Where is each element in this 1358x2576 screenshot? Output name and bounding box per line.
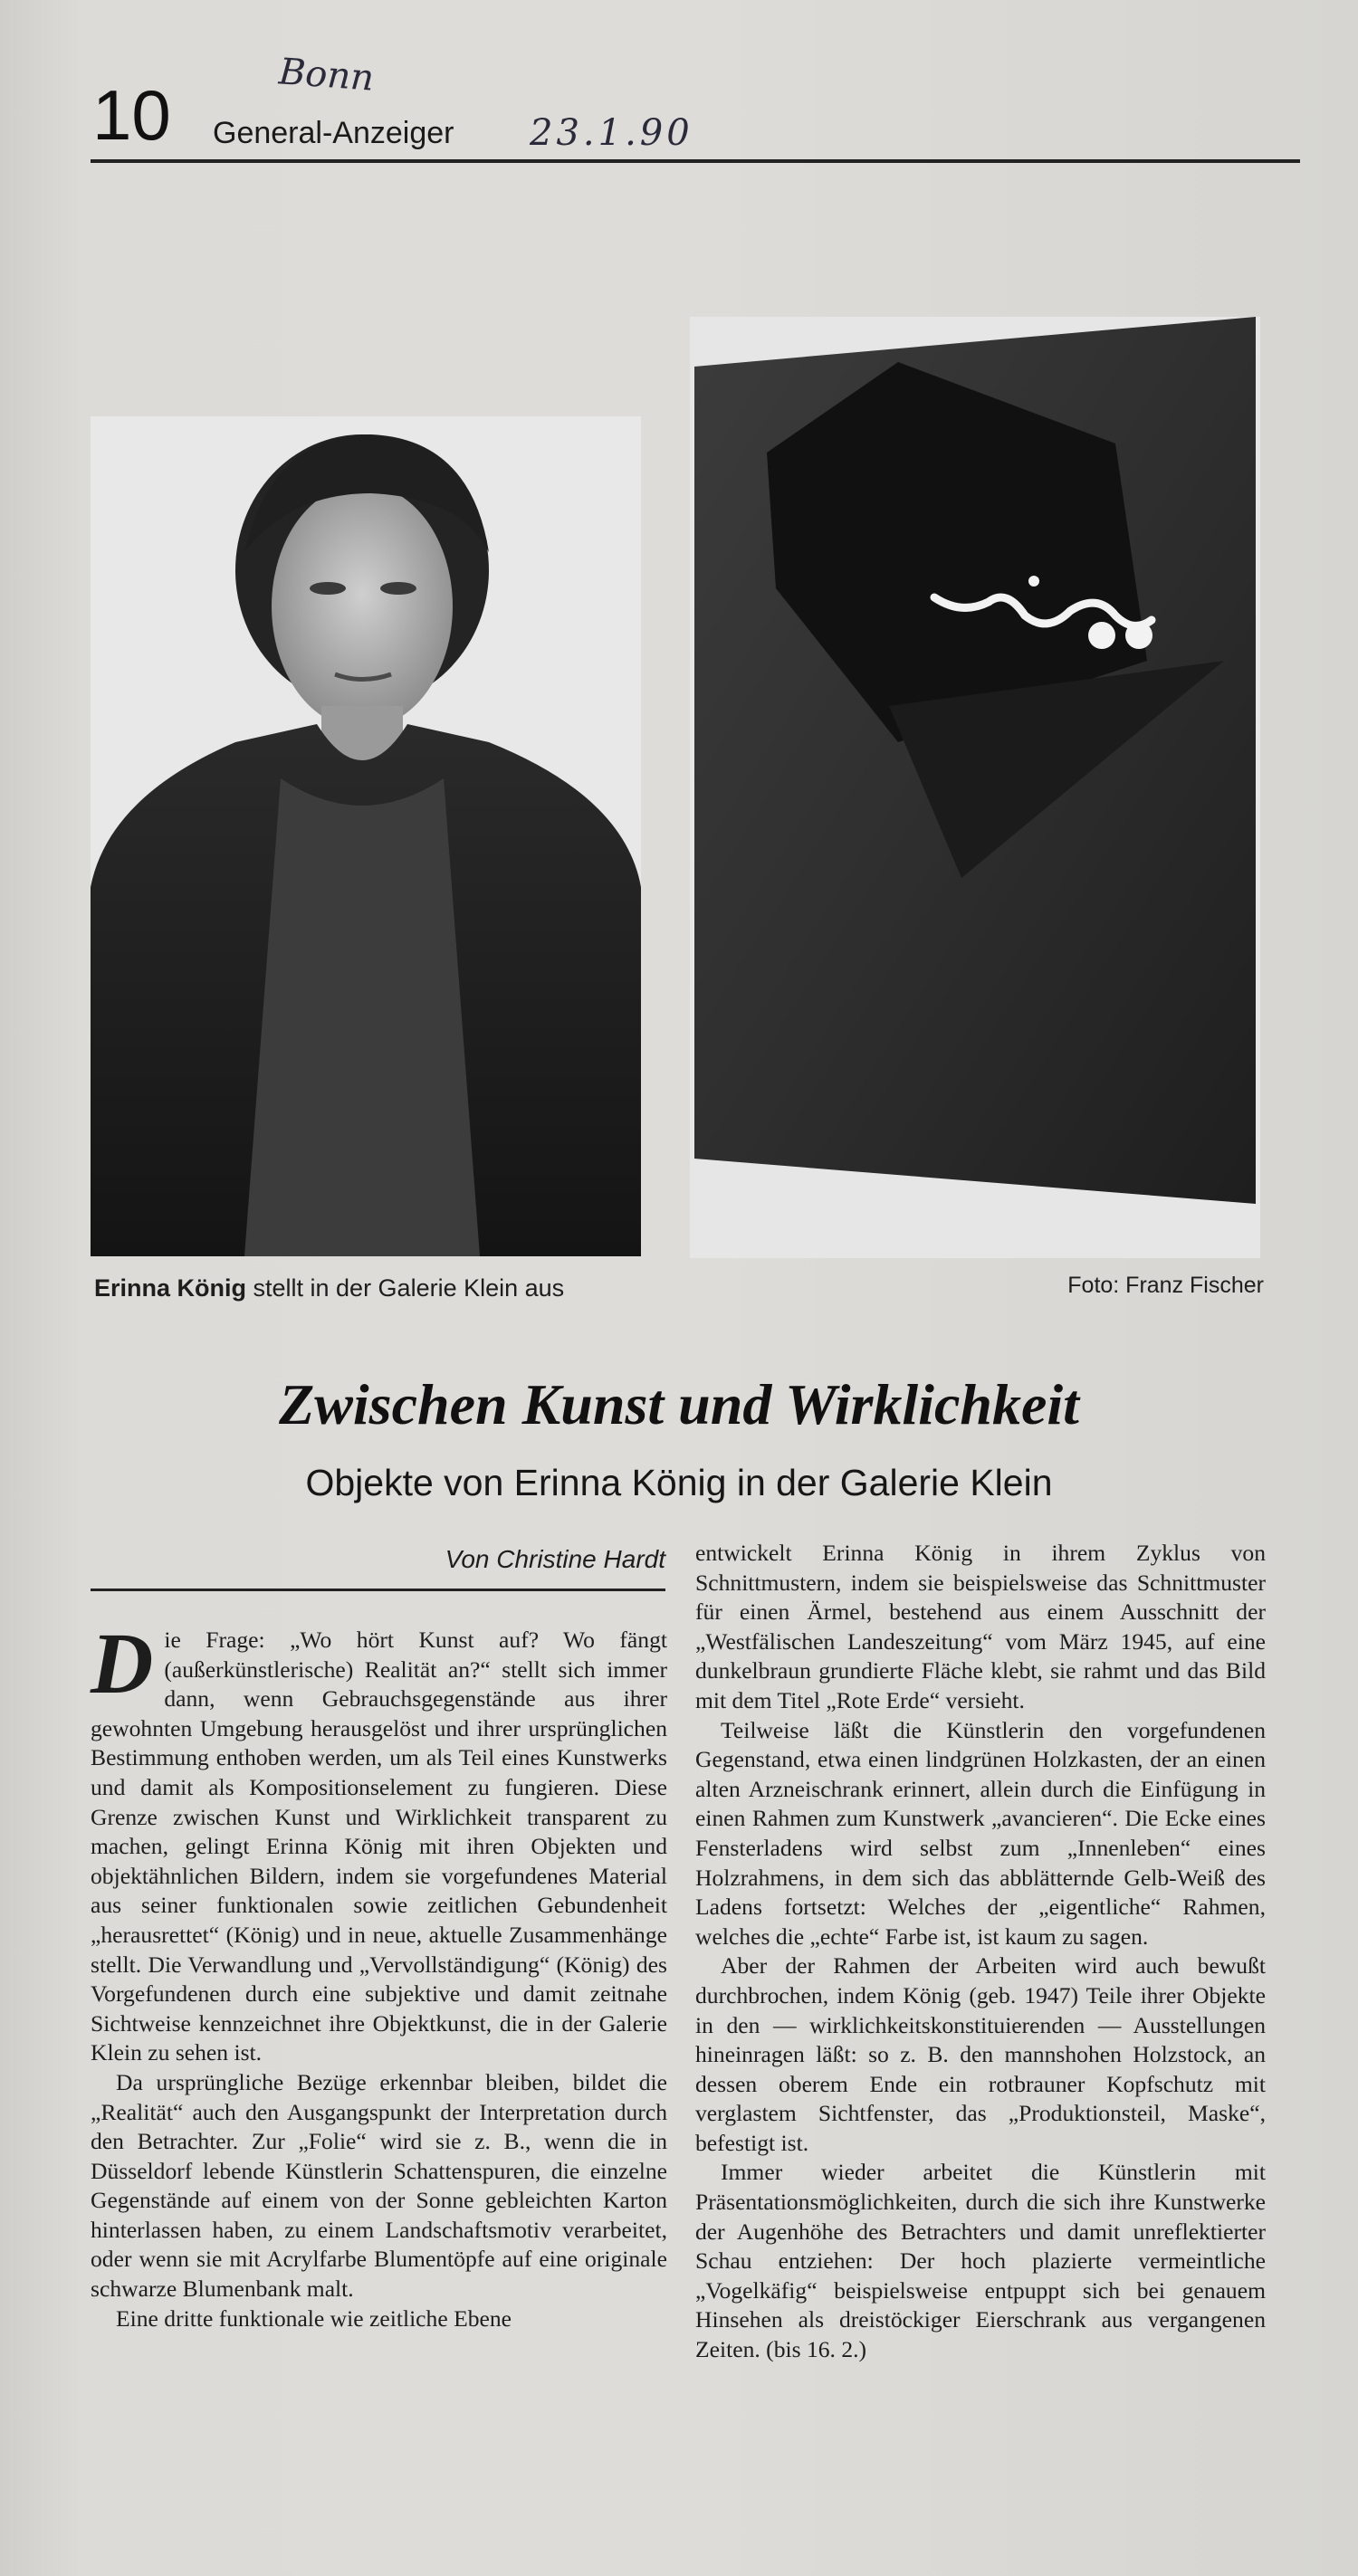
header-rule xyxy=(91,159,1300,163)
artwork-illustration xyxy=(690,317,1260,1258)
paragraph: entwickelt Erinna König in ihrem Zyklus von Schnittmustern, indem sie beispielsweise das Schnittmuster für einen Ärmel, bestehend aus einem Ausschnitt der „Westfälischen Landeszeitung“ vom März 1945, auf eine dunkelbraun grundierte Fläche klebt, sie rahmt und das Bild mit dem Titel „Rote Erde“ versieht. xyxy=(695,1540,1266,1713)
headline: Zwischen Kunst und Wirklichkeit xyxy=(279,1372,1079,1436)
article-column-left xyxy=(91,1615,667,2333)
paragraph: Eine dritte funktionale wie zeitliche Ebene xyxy=(116,2304,512,2332)
handwritten-date: 23.1.90 xyxy=(530,112,693,154)
subheadline: Objekte von Erinna König in der Galerie Klein xyxy=(305,1462,1053,1503)
page-number: 10 xyxy=(92,75,171,155)
paragraph: Da ursprüngliche Bezüge erkennbar bleiben, bildet die „Realität“ auch den Ausgangspunkt der Interpretation durch den Betrachter. Zur „Folie“ wird sie z. B., wenn die in Düsseldorf lebende Künstlerin Schattenspuren, die einzelne Gegenstände auf einem von der Sonne gebleichten Karton hinterlassen haben, zu einem Landschaftsmotiv verarbeitet, oder wenn sie mit Acrylfarbe Blumentöpfe auf eine originale schwarze Blumenbank malt. xyxy=(91,2068,667,2303)
byline-rule xyxy=(91,1589,665,1591)
caption-name: Erinna König xyxy=(94,1274,246,1302)
paragraph: Die Frage: „Wo hört Kunst auf? Wo fängt (außerkünstlerische) Realität an?“ stellt sich immer dann, wenn Gebrauchsgegenstände aus ihrer gewohnten Umgebung herausgelöst und ihrer ursprünglichen Bestimmung enthoben werden, um als Teil eines Kunstwerks und damit als Kompositionselement zu fungieren. Diese Grenze zwischen Kunst und Wirklichkeit transparent zu machen, gelingt Erinna König mit ihren Objekten und objektähnlichen Bildern, indem sie vorgefundenes Material aus seiner funktionalen sowie zeitlichen Gebundenheit „herausrettet“ (König) und in neue, aktuelle Zusammenhänge stellt. Die Verwandlung und „Vervollständigung“ (König) des Vorgefundenen durch eine subjektive und damit zeitnahe Sichtweise kennzeichnet ihre Objektkunst, die in der Galerie Klein zu sehen ist. xyxy=(91,1615,667,2066)
article-column-right xyxy=(695,1539,1266,2365)
paragraph: Immer wieder arbeitet die Künstlerin mit Präsentationsmöglichkeiten, durch die sich ihre Kunstwerke der Augenhöhe des Betrachters und damit unreflektierter Schau entziehen: Der hoch plazierte vermeintliche „Vogelkäfig“ beispielsweise entpuppt sich bei genauem Hinsehen als dreistöckiger Eierschrank aus vergangenen Zeiten. (bis 16. 2.) xyxy=(695,2159,1266,2363)
caption-text: stellt in der Galerie Klein aus xyxy=(246,1274,565,1302)
handwritten-city: Bonn xyxy=(277,51,376,100)
photo-credit: Foto: Franz Fischer xyxy=(1067,1273,1264,1298)
byline: Von Christine Hardt xyxy=(445,1545,665,1573)
photo-caption xyxy=(94,1274,564,1302)
paragraph: Aber der Rahmen der Arbeiten wird auch bewußt durchbrochen, indem König (geb. 1947) Teile ihrer Objekte in den — wirklichkeitskonstituierenden — Ausstellungen hineinragen läßt: so z. B. den mannshohen Holzstock, an dessen oberem Ende ein rotbrauner Kopfschutz mit verglastem Sichtfenster, das „Produktionsteil, Maske“, befestigt ist. xyxy=(695,1952,1266,2156)
portrait-photo xyxy=(91,416,641,1256)
artwork-photo xyxy=(690,317,1260,1258)
portrait-illustration xyxy=(91,416,641,1256)
paragraph: Teilweise läßt die Künstlerin den vorgefundenen Gegenstand, etwa einen lindgrünen Holzkasten, der an einen alten Arzneischrank erinnert, allein durch die Einfügung in einen Rahmen zum Kunstwerk „avancieren“. Die Ecke eines Fensterladens wird selbst zum „Innenleben“ eines Holzrahmens, in dem sich das abblätternde Gelb-Weiß des Ladens fortsetzt: Welches der „eigentliche“ Rahmen, welches die „echte“ Farbe ist, ist kaum zu sagen. xyxy=(695,1716,1266,1950)
newspaper-name: General-Anzeiger xyxy=(213,116,454,150)
drop-cap: D xyxy=(91,1615,154,1712)
